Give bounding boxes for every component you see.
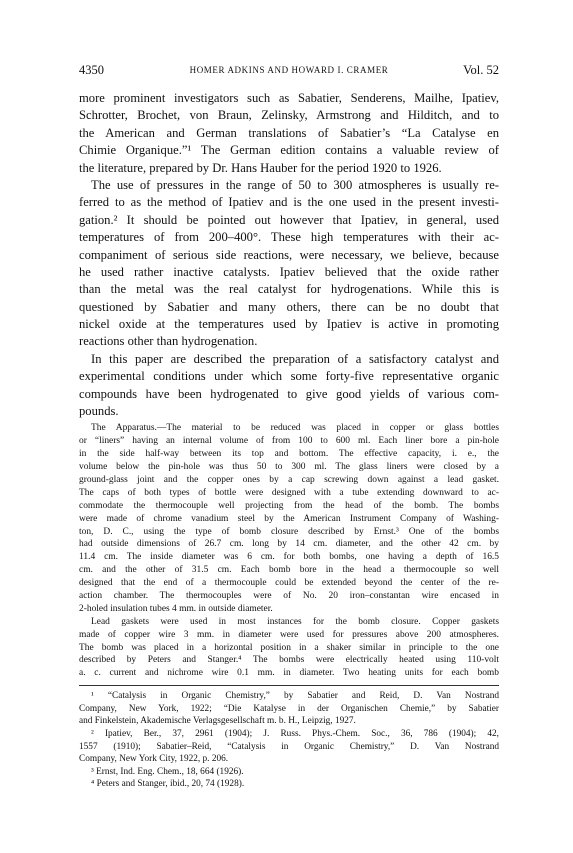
- footnote-line: ⁴ Peters and Stanger, ibid., 20, 74 (1928).: [91, 779, 245, 790]
- apparatus-line: a. c. current and nichrome wire 0.1 mm. in diameter. Two heating units for each bomb: [79, 668, 499, 679]
- apparatus-section: [79, 422, 499, 680]
- body-line: compounds have been hydrogenated to give good yields of various com-: [79, 386, 499, 401]
- body-line: reactions other than hydrogenation.: [79, 334, 258, 349]
- footnote-line: Company, New York, 1922; “Die Katalyse in der Organischen Chemie,” by Sabatier: [79, 703, 499, 714]
- apparatus-line: The caps of both types of bottle were designed with a tube extending downward to ac-: [79, 487, 499, 498]
- apparatus-line: 11.4 cm. The inside diameter was 6 cm. for both bombs, one having a depth of 16.5: [79, 552, 499, 563]
- body-line: gation.² It should be pointed out however that Ipatiev, in general, used: [79, 212, 499, 227]
- body-line: In this paper are described the preparation of a satisfactory catalyst and: [91, 351, 499, 366]
- body-line: more prominent investigators such as Sabatier, Senderens, Mailhe, Ipatiev,: [79, 91, 499, 105]
- body-line: Schrotter, Brochet, von Braun, Zelinsky, Armstrong and Hilditch, and to: [79, 108, 499, 123]
- apparatus-line: made of copper wire 3 mm. in diameter were used for pressures above 200 atmospheres.: [79, 629, 499, 640]
- body-line: questioned by Sabatier and many others, there can be no doubt that: [79, 299, 499, 314]
- body-line: ferred to as the method of Ipatiev and is the one used in the present investi-: [79, 195, 499, 210]
- apparatus-line: were made of chrome vanadium steel by the American Instrument Company of Washing-: [79, 513, 499, 524]
- body-line: the literature, prepared by Dr. Hans Hauber for the period 1920 to 1926.: [79, 160, 442, 175]
- running-title: HOMER ADKINS AND HOWARD I. CRAMER: [189, 65, 389, 75]
- volume-label: Vol. 52: [463, 63, 499, 77]
- footnote-line: 1557 (1910); Sabatier–Reid, “Catalysis in Organic Chemistry,” D. Van Nostrand: [79, 741, 499, 752]
- footnote-line: ³ Ernst, Ind. Eng. Chem., 18, 664 (1926).: [91, 766, 244, 777]
- apparatus-line: had outside dimensions of 26.7 cm. long by 14 cm. diameter, and the other 42 cm. by: [79, 539, 499, 550]
- footnote-line: ¹ “Catalysis in Organic Chemistry,” by Sabatier and Reid, D. Van Nostrand: [91, 691, 499, 702]
- body-line: nickel oxide at the temperatures used by Ipatiev is active in promoting: [79, 317, 499, 332]
- apparatus-line: ton, D. C., using the type of bomb closure described by Ernst.³ One of the bombs: [79, 526, 499, 537]
- body-line: companiment of serious side reactions, were necessary, we believe, because: [79, 247, 499, 262]
- footnotes: [79, 690, 499, 791]
- body-line: experimental conditions under which some forty-five representative organic: [79, 369, 499, 384]
- apparatus-line: cm. and the other of 31.5 cm. Each bomb bore in the head a thermocouple so well: [79, 565, 499, 576]
- apparatus-line: The bomb was placed in a horizontal position in a shaker similar in principle to the one: [79, 642, 499, 653]
- apparatus-line: volume below the pin-hole was thus 50 to 300 ml. The glass liners were closed by a: [79, 462, 499, 473]
- apparatus-line: action chamber. The thermocouples were of No. 20 iron–constantan wire encased in: [79, 591, 499, 601]
- apparatus-line: ground-glass joint and the copper ones by a cap screwing down against a lead gasket.: [79, 474, 499, 485]
- footnote-line: and Finkelstein, Akademische Verlagsgesellschaft m. b. H., Leipzig, 1927.: [79, 716, 356, 727]
- page-number: 4350: [79, 63, 104, 77]
- body-line: The use of pressures in the range of 50 to 300 atmospheres is usually re-: [91, 177, 499, 192]
- body-line: temperatures of from 200–400°. These high temperatures with their ac-: [79, 230, 499, 245]
- apparatus-line: The Apparatus.—The material to be reduced was placed in copper or glass bottles: [91, 423, 499, 434]
- body-line: he used rather inactive catalysts. Ipatiev believed that the oxide rather: [79, 264, 499, 279]
- apparatus-line: in the side half-way between its top and bottom. The effective capacity, i. e., the: [79, 449, 499, 460]
- apparatus-line: described by Peters and Stanger.⁴ The bombs were electrically heated using 110-volt: [79, 655, 499, 666]
- apparatus-line: 2-holed insulation tubes 4 mm. in outside diameter.: [79, 603, 273, 614]
- apparatus-line: designed that the end of a thermocouple could be extended beyond the center of the re-: [79, 578, 499, 589]
- page-header: [79, 63, 499, 81]
- apparatus-line: or “liners” having an internal volume of from 100 to 600 ml. Each liner bore a pin-hole: [79, 436, 499, 447]
- footnote-line: Company, New York City, 1922, p. 206.: [79, 754, 229, 765]
- main-text: [79, 90, 499, 420]
- footnote-line: ² Ipatiev, Ber., 37, 2961 (1904); J. Russ. Phys.-Chem. Soc., 36, 786 (1904); 42,: [91, 729, 499, 740]
- body-line: than the metal was the real catalyst for hydrogenations. While this is: [79, 282, 499, 297]
- footnote-divider: [79, 685, 499, 686]
- body-line: Chimie Organique.”¹ The German edition contains a valuable review of: [79, 143, 499, 158]
- article-body: [79, 90, 499, 791]
- apparatus-line: commodate the thermocouple well projecting from the head of the bomb. The bombs: [79, 500, 499, 511]
- body-line: the American and German translations of Sabatier’s “La Catalyse en: [79, 125, 499, 140]
- apparatus-line: Lead gaskets were used in most instances for the bomb closure. Copper gaskets: [91, 616, 499, 627]
- body-line: pounds.: [79, 404, 119, 419]
